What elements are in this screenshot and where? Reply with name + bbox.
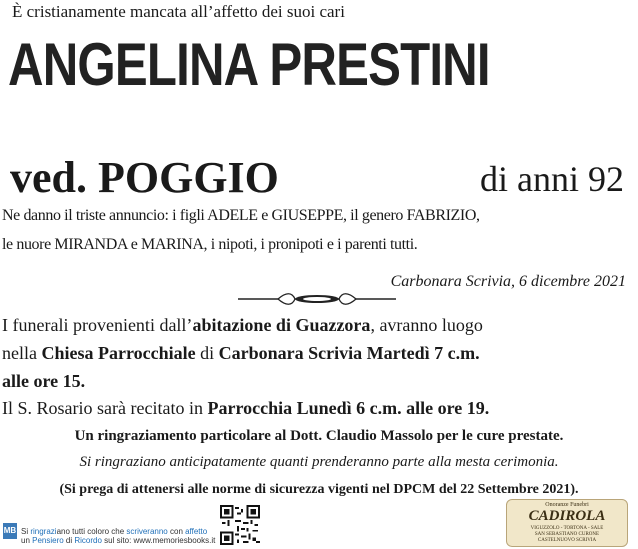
age: di anni 92 bbox=[480, 159, 624, 199]
funeral-line-1 bbox=[2, 315, 483, 336]
funeral-text: I funerali provenienti dall’ bbox=[2, 315, 193, 335]
footer-website-link[interactable]: sul sito: www.memoriesbooks.it bbox=[101, 536, 216, 545]
brand-locations: CASTELNUOVO SCRIVIA bbox=[537, 538, 597, 543]
funeral-time: alle ore 15. bbox=[2, 371, 86, 391]
ornamental-divider-icon bbox=[238, 292, 396, 306]
announcement-line-2: le nuore MIRANDA e MARINA, i nipoti, i pronipoti e i parenti tutti. bbox=[2, 236, 418, 253]
funeral-home: abitazione di Guazzora bbox=[192, 315, 371, 335]
rosary-date: Parrocchia Lunedì 6 c.m. alle ore 19. bbox=[207, 398, 490, 418]
footer-text: Si ringraziano tutti coloro che scriveranno con affetto un Pensiero di Ricordo sul sito: www.memoriesbooks.it bbox=[21, 527, 216, 545]
rosary-line bbox=[2, 398, 489, 419]
thanks-line: Un ringraziamento particolare al Dott. Claudio Massolo per le cure prestate. bbox=[74, 428, 564, 444]
funeral-home-logo bbox=[506, 499, 628, 547]
announcement-line-1: Ne danno il triste annuncio: i figli ADELE e GIUSEPPE, il genero FABRIZIO, bbox=[2, 207, 480, 224]
deceased-name: ANGELINA PRESTINI bbox=[8, 31, 490, 98]
brand-name: CADIROLA bbox=[528, 508, 606, 524]
rosary-text: Il S. Rosario sarà recitato in bbox=[2, 398, 208, 418]
intro-text: È cristianamente mancata all’affetto dei suoi cari bbox=[12, 2, 345, 21]
funeral-church: Chiesa Parrocchiale bbox=[41, 343, 196, 363]
brand-tagline: Onoranze Funebri bbox=[545, 502, 589, 508]
memoriesbooks-logo-icon: MB bbox=[3, 523, 17, 539]
widow-of: ved. POGGIO bbox=[10, 153, 279, 202]
brand-locations: SAN SEBASTIANO CURONE bbox=[534, 532, 600, 537]
funeral-text: nella bbox=[2, 343, 42, 363]
brand-locations: VIGUZZOLO - TORTONA - SALE bbox=[530, 526, 604, 531]
funeral-text: di bbox=[195, 343, 219, 363]
funeral-line-2 bbox=[2, 343, 480, 364]
funeral-text: , avranno luogo bbox=[370, 315, 483, 335]
dpcm-notice: (Si prega di attenersi alle norme di sicurezza vigenti nel DPCM del 22 Settembre 2021). bbox=[59, 482, 579, 497]
qr-code-icon[interactable] bbox=[220, 505, 260, 545]
funeral-date: Carbonara Scrivia Martedì 7 c.m. bbox=[218, 343, 480, 363]
advance-thanks-line: Si ringraziano anticipatamente quanti prenderanno parte alla mesta cerimonia. bbox=[79, 454, 559, 470]
place-date: Carbonara Scrivia, 6 dicembre 2021 bbox=[390, 273, 626, 290]
